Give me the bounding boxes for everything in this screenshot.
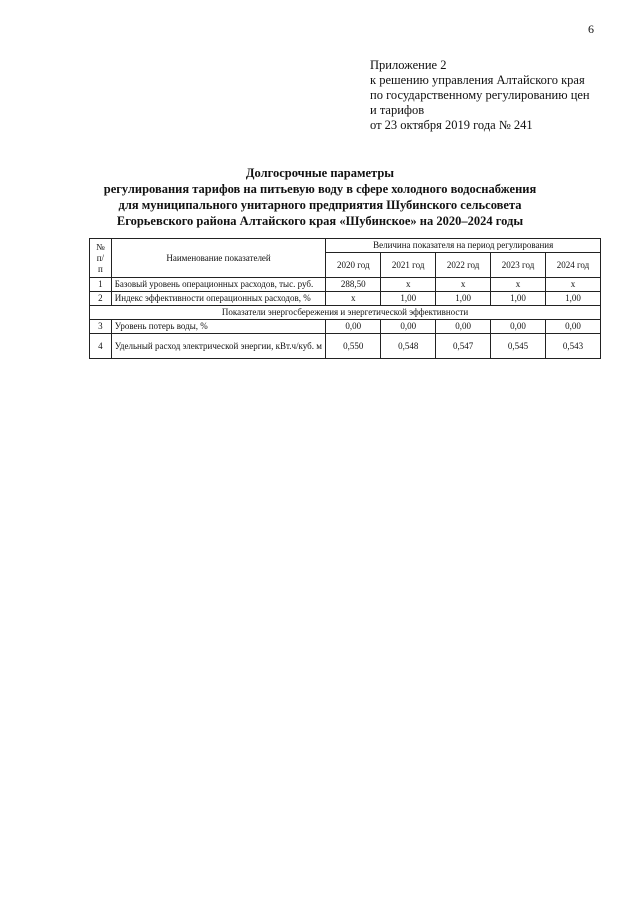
header-year: 2022 год	[436, 253, 491, 278]
title-line: Долгосрочные параметры	[245, 166, 395, 180]
title-line: Егорьевского района Алтайского края «Шубинское» на 2020–2024 годы	[116, 214, 524, 228]
row-num: 2	[90, 292, 112, 306]
row-value: 0,00	[491, 320, 546, 334]
row-value: 0,550	[326, 334, 381, 359]
row-value: 0,00	[326, 320, 381, 334]
row-num: 3	[90, 320, 112, 334]
parameters-table	[89, 238, 601, 359]
table-section-row	[90, 306, 601, 320]
page-number: 6	[588, 22, 594, 36]
header-year: 2023 год	[491, 253, 546, 278]
row-value: x	[546, 278, 601, 292]
table-row	[90, 278, 601, 292]
row-num: 4	[90, 334, 112, 359]
header-num-line: п/	[96, 252, 105, 263]
appendix-line: Приложение 2	[370, 58, 447, 72]
section-title: Показатели энергосбережения и энергетической эффективности	[90, 306, 601, 320]
row-value: 1,00	[436, 292, 491, 306]
row-name: Индекс эффективности операционных расходов, %	[111, 292, 326, 306]
header-num-line: №	[96, 241, 105, 252]
row-value: 0,545	[491, 334, 546, 359]
header-num	[90, 239, 112, 278]
row-value: x	[491, 278, 546, 292]
row-value: 1,00	[546, 292, 601, 306]
header-name: Наименование показателей	[111, 239, 326, 278]
table-header-row	[90, 239, 601, 253]
header-year: 2024 год	[546, 253, 601, 278]
table-row	[90, 292, 601, 306]
row-value: 288,50	[326, 278, 381, 292]
header-year: 2021 год	[381, 253, 436, 278]
row-name: Уровень потерь воды, %	[111, 320, 326, 334]
appendix-line: по государственному регулированию цен	[370, 88, 590, 102]
row-name: Удельный расход электрической энергии, кВт.ч/куб. м	[111, 334, 326, 359]
appendix-line: к решению управления Алтайского края	[370, 73, 585, 87]
header-year: 2020 год	[326, 253, 381, 278]
row-value: 0,00	[436, 320, 491, 334]
header-period: Величина показателя на период регулирования	[326, 239, 601, 253]
row-value: 0,547	[436, 334, 491, 359]
document-title	[60, 165, 580, 229]
title-line: для муниципального унитарного предприятия Шубинского сельсовета	[118, 198, 522, 212]
row-value: 0,548	[381, 334, 436, 359]
row-value: 0,00	[546, 320, 601, 334]
title-line: регулирования тарифов на питьевую воду в сфере холодного водоснабжения	[103, 182, 537, 196]
row-value: x	[326, 292, 381, 306]
appendix-line: от 23 октября 2019 года № 241	[370, 118, 533, 132]
appendix-line: и тарифов	[370, 103, 425, 117]
table-row	[90, 334, 601, 359]
row-num: 1	[90, 278, 112, 292]
row-value: x	[381, 278, 436, 292]
header-num-line: п	[97, 263, 103, 274]
row-value: 0,543	[546, 334, 601, 359]
row-value: 0,00	[381, 320, 436, 334]
appendix-block	[370, 58, 610, 133]
table-row	[90, 320, 601, 334]
row-name: Базовый уровень операционных расходов, тыс. руб.	[111, 278, 326, 292]
row-value: 1,00	[491, 292, 546, 306]
row-value: 1,00	[381, 292, 436, 306]
row-value: x	[436, 278, 491, 292]
